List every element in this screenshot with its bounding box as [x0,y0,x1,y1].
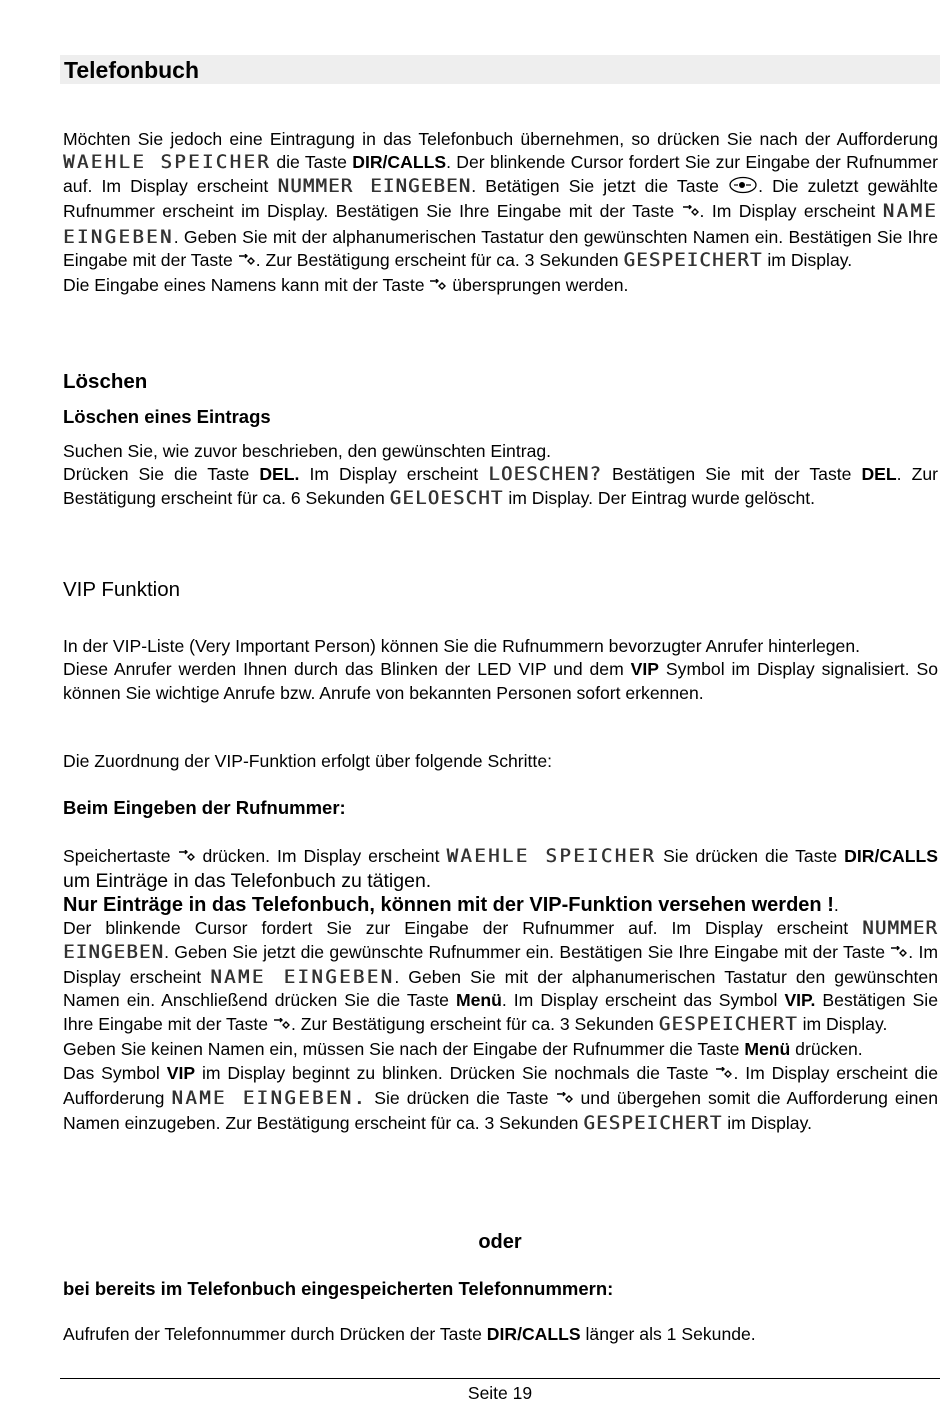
text: drücken. Im Display erscheint [195,846,447,866]
text: länger als 1 Sekunde. [580,1324,756,1344]
text: . Im Display erscheint [63,941,938,988]
text: Sie drücken die Taste [367,1088,556,1109]
key-name: VIP [630,659,660,680]
ok-arrow-key-icon [273,1015,291,1038]
text: . Zur Bestätigung erscheint für ca. 3 Sekunden [255,250,624,271]
key-name: DIR/CALLS [352,152,447,173]
lcd-text: NAME EINGEBEN [210,966,395,989]
footer-divider [60,1378,940,1379]
text: Das Symbol [63,1062,167,1083]
section-heading-loeschen: Löschen [63,370,148,393]
subheading-loeschen-eintrag: Löschen eines Eintrags [63,406,271,427]
text: Die Eingabe eines Namens kann mit der Taste [63,275,430,296]
key-name: VIP [166,1062,196,1083]
lcd-text: NAME EINGEBEN [63,200,938,248]
section-heading-vip: VIP Funktion [63,578,180,601]
key-name: VIP. [784,990,816,1011]
warning-text: Nur Einträge in das Telefonbuch, können mit der VIP-Funktion versehen werden ! [63,893,834,916]
text: . Geben Sie mit der alphanumerischen Tastatur den gewünschten Namen ein. Anschließend drücken Sie die Taste [63,967,938,1011]
lcd-text: GESPEICHERT [658,1012,798,1035]
lcd-text: NUMMER EINGEBEN [277,174,472,197]
lcd-text: WAEHLE SPEICHER [446,845,657,867]
text: . Geben Sie jetzt die gewünschte Rufnummer ein. Bestätigen Sie Ihre Eingabe mit der Taste [164,941,891,962]
text: die Taste [271,152,353,173]
text: . Im Display erscheint die Aufforderung [63,1062,938,1109]
vip-paragraph-2: Die Zuordnung der VIP-Funktion erfolgt über folgende Schritte: [63,751,552,771]
text: im Display. [762,250,853,271]
lcd-text: NAME EINGEBEN. [171,1087,368,1110]
text: Diese Anrufer werden Ihnen durch das Blinken der LED VIP und dem [63,659,631,680]
key-name: Menü [455,990,502,1011]
oder-divider-text: oder [478,1231,522,1253]
text: im Display. Der Eintrag wurde gelöscht. [503,487,816,508]
text: . [833,894,839,915]
text: Möchten Sie jedoch eine Eintragung in das Telefonbuch übernehmen, so drücken Sie nach der Aufforderung [63,129,938,149]
ok-arrow-key-icon [556,1089,574,1112]
key-name: DEL [861,464,897,485]
key-name: DIR/CALLS [486,1324,581,1344]
text: Drücken Sie die Taste [63,464,260,485]
subheading-bereits-gespeichert: bei bereits im Telefonbuch eingespeicherten Telefonnummern: [63,1278,614,1299]
text: . Geben Sie mit der alphanumerischen Tastatur den gewünschten Namen ein. Bestätigen Sie Ihre Eingabe mit der Taste [63,226,938,271]
text: Aufrufen der Telefonnummer durch Drücken der Taste [63,1324,487,1344]
text: Geben Sie keinen Namen ein, müssen Sie nach der Eingabe der Rufnummer die Taste [63,1039,745,1060]
text: . Zur Bestätigung erscheint für ca. 3 Sekunden [290,1013,659,1034]
ok-arrow-key-icon [682,202,700,225]
text: Sie drücken die Taste [656,846,845,866]
ok-arrow-key-icon [715,1064,733,1087]
ok-arrow-key-icon [178,847,196,870]
text: Suchen Sie, wie zuvor beschrieben, den gewünschten Eintrag. [63,441,552,461]
lcd-text: NUMMER EINGEBEN [63,917,938,963]
text: . Im Display erscheint das Symbol [501,990,785,1011]
text: . Betätigen Sie jetzt die Taste [471,175,729,196]
vip-paragraph-1 [63,635,938,705]
text: . Der blinkende Cursor fordert Sie zur Eingabe der Rufnummer auf. Im Display erscheint [63,152,938,196]
text: drücken. [790,1039,863,1060]
key-name: Menü [744,1039,791,1060]
ok-arrow-key-icon [890,943,908,966]
lcd-text: GESPEICHERT [583,1112,723,1135]
page-title: Telefonbuch [64,57,200,83]
text: um Einträge in das Telefonbuch zu tätigen. [63,870,432,893]
ok-arrow-key-icon [238,251,256,274]
text: Der blinkende Cursor fordert Sie zur Eingabe der Rufnummer auf. Im Display erscheint [63,918,863,939]
aufrufen-paragraph [63,1323,938,1346]
loeschen-paragraph [63,440,938,510]
lcd-text: GESPEICHERT [623,249,763,272]
ok-arrow-key-icon [429,276,447,299]
vip-steps-paragraph [63,845,938,1136]
key-name: DEL. [259,464,300,485]
text: Bestätigen Sie Ihre Eingabe mit der Taste [63,990,938,1034]
text: . Die zuletzt gewählte Rufnummer erscheint im Display. Bestätigen Sie Ihre Eingabe mit der Taste [63,175,938,222]
text: In der VIP-Liste (Very Important Person) können Sie die Rufnummern bevorzugter Anrufer hinterlegen. [63,636,861,656]
key-name: DIR/CALLS [844,846,938,866]
text: im Display. [797,1013,888,1034]
redial-key-icon [728,176,758,200]
text: . Zur Bestätigung erscheint für ca. 6 Sekunden [63,464,938,508]
text: Im Display erscheint [299,464,489,485]
text: . Im Display erscheint [699,201,883,222]
text: Speichertaste [63,846,178,866]
lcd-text: WAEHLE SPEICHER [63,151,272,174]
page-number: Seite 19 [467,1383,533,1403]
text: übersprungen werden. [447,275,629,296]
text: Symbol im Display signalisiert. So können Sie wichtige Anrufe bzw. Anrufe von bekannten Personen sofort erkennen. [63,659,938,703]
lcd-text: GELOESCHT [389,486,504,509]
intro-paragraph [63,128,938,300]
text: Bestätigen Sie mit der Taste [602,464,862,485]
lcd-text: LOESCHEN? [488,463,602,486]
text: und übergehen somit die Aufforderung einen Namen einzugeben. Zur Bestätigung erscheint für ca. 3 Sekunden [63,1088,938,1134]
text: im Display. [722,1113,812,1134]
text: im Display beginnt zu blinken. Drücken Sie nochmals die Taste [195,1062,716,1083]
title-bar [60,55,940,84]
subheading-beim-eingeben: Beim Eingeben der Rufnummer: [63,797,346,818]
